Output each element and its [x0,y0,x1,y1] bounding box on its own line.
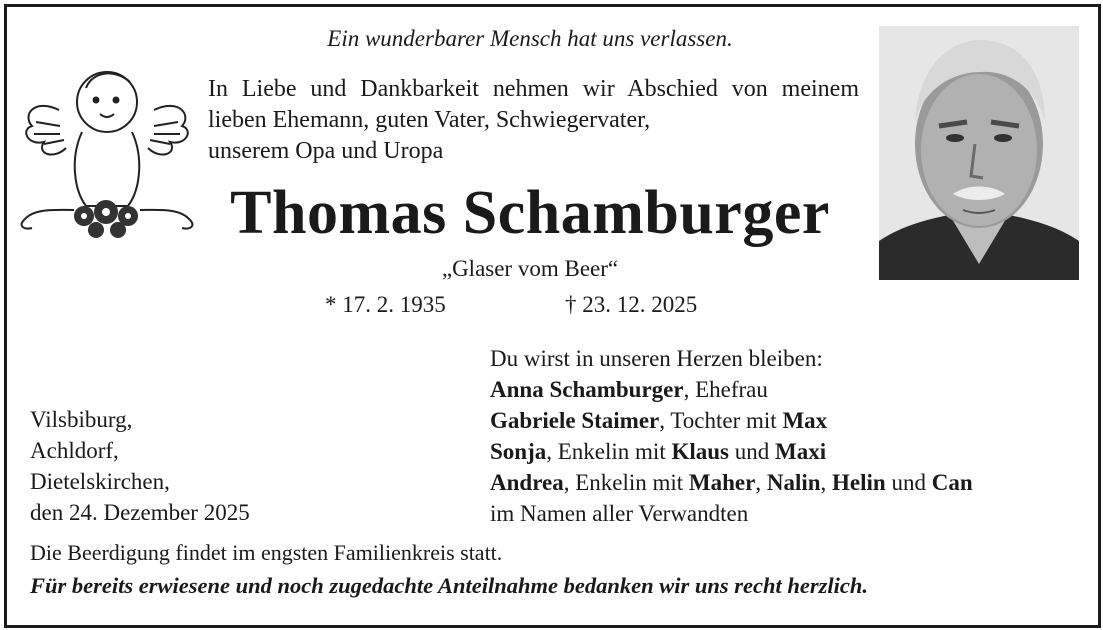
place-and-date [30,404,250,528]
place-line: Dietelskirchen, [30,469,170,494]
portrait-photo [879,26,1079,280]
place-line: Vilsbiburg, [30,407,133,432]
mourners-heading: Du wirst in unseren Herzen bleiben: [490,346,823,371]
thanks-note: Für bereits erwiesene und noch zugedachte Anteilnahme bedanken wir uns recht herzlich. [30,573,869,598]
intro-text-end: unserem Opa und Uropa [208,138,444,164]
intro-text-main: In Liebe und Dankbarkeit nehmen wir Abschied von meinem lieben Ehemann, guten Vater, Schwiegervater, [208,76,859,133]
mourner-name: Klaus [671,439,729,464]
deceased-name: Thomas Schamburger [230,179,830,247]
birth-date: * 17. 2. 1935 [325,292,446,317]
intro-text [208,74,859,167]
mourner-separator: , [820,470,833,495]
funeral-note: Die Beerdigung findet im engsten Familienkreis statt. [30,540,503,565]
place-line: Achldorf, [30,438,119,463]
mourner-relation: , Ehefrau [683,377,768,402]
mourner-conjunction: und [729,439,775,464]
mourner-name: Gabriele Staimer [490,408,660,433]
mourner-relation: , Enkelin mit [546,439,672,464]
mourner-row [490,436,973,467]
mourner-conjunction: und [885,470,932,495]
nickname: „Glaser vom Beer“ [441,256,619,281]
mourner-row [490,405,973,436]
mourner-row [490,467,973,498]
death-date: † 23. 12. 2025 [565,292,698,317]
mourner-name: Anna Schamburger [490,377,684,402]
mourner-name: Helin [832,470,886,495]
mourner-separator: , [755,470,767,495]
mourner-row [490,374,973,405]
mourners-list [490,343,973,529]
mourner-name: Maxi [775,439,827,464]
mourner-relation: , Enkelin mit [563,470,689,495]
date-line: den 24. Dezember 2025 [30,500,250,525]
intro-line: Ein wunderbarer Mensch hat uns verlassen. [327,26,733,51]
mourner-name: Maher [688,470,756,495]
mourner-name: Sonja [490,439,547,464]
mourner-relation: , Tochter mit [659,408,783,433]
mourner-name: Andrea [490,470,564,495]
mourner-name: Can [931,470,973,495]
mourner-name: Max [782,408,828,433]
mourners-footer: im Namen aller Verwandten [490,501,749,526]
mourner-name: Nalin [766,470,821,495]
